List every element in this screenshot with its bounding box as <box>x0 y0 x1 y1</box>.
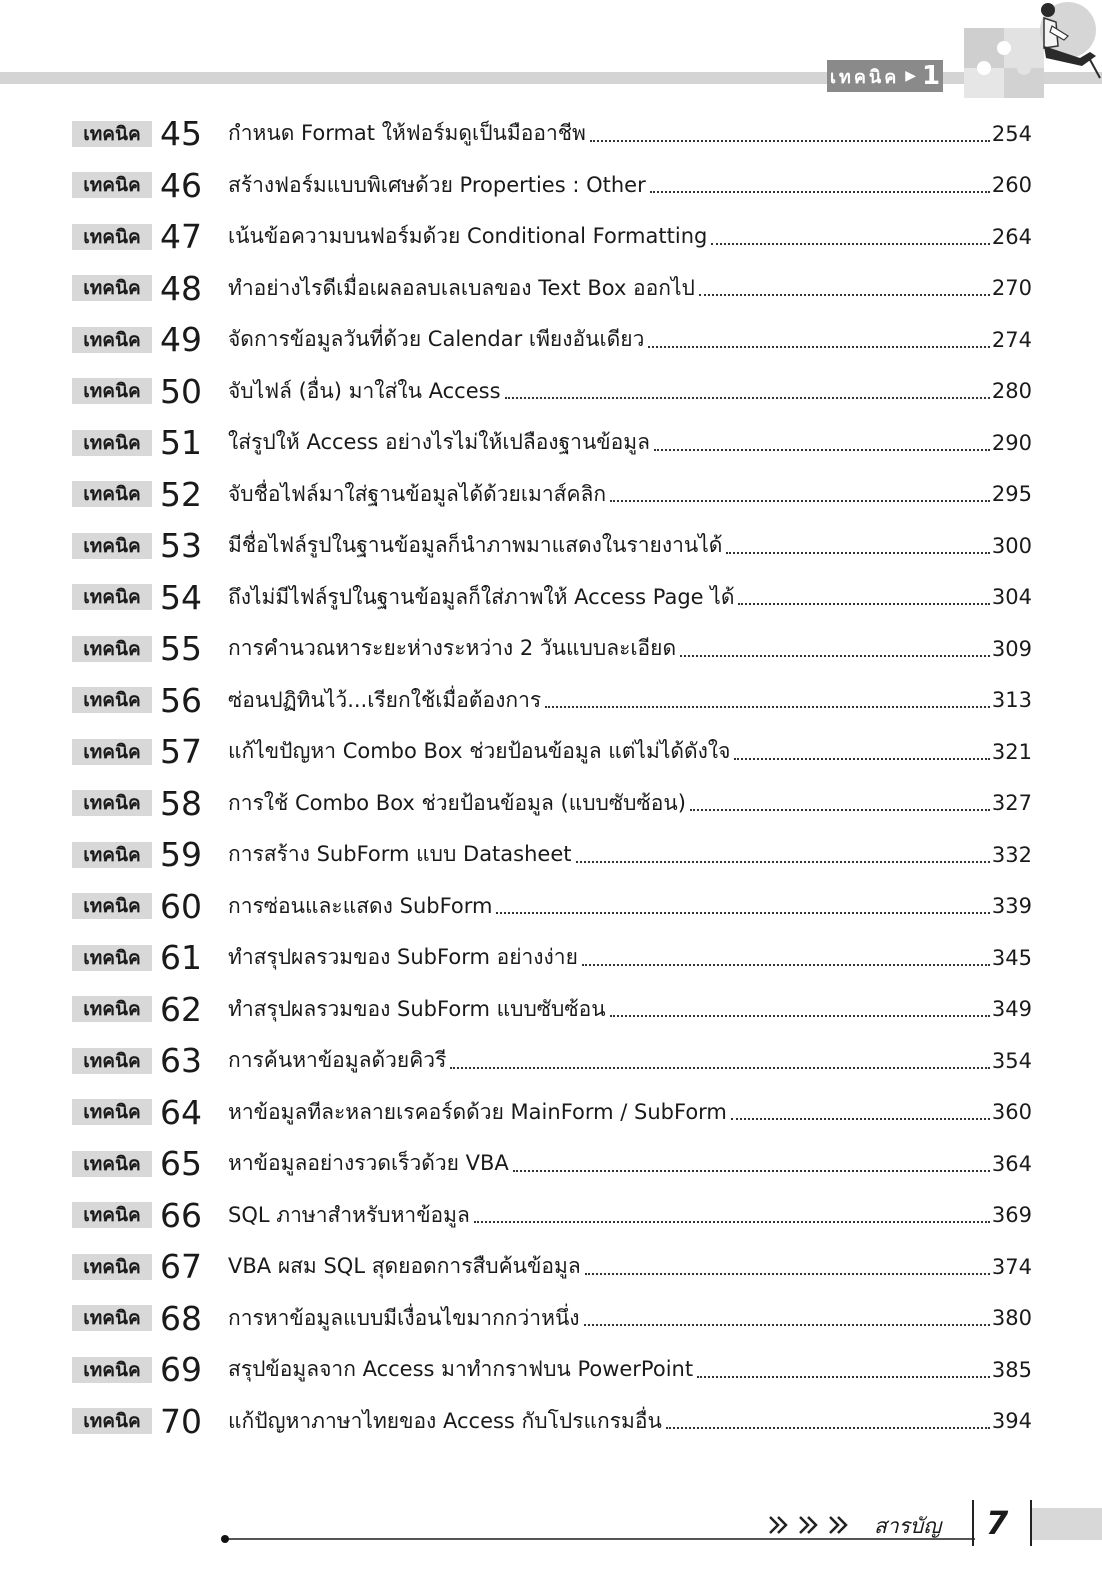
page-reference: 304 <box>991 585 1032 610</box>
technique-badge: เทคนิค <box>72 996 152 1022</box>
page-reference: 360 <box>991 1100 1032 1125</box>
page-reference: 345 <box>991 945 1032 970</box>
dot-leader <box>726 552 989 554</box>
dot-leader <box>513 1170 990 1172</box>
dot-leader <box>585 1273 990 1275</box>
technique-title: การค้นหาข้อมูลด้วยคิวรี <box>228 1048 447 1073</box>
dot-leader <box>584 1324 990 1326</box>
technique-badge: เทคนิค <box>72 636 152 662</box>
technique-number: 56 <box>160 680 202 720</box>
page-reference: 309 <box>991 636 1032 661</box>
dot-leader <box>610 500 990 502</box>
toc-entry <box>72 572 1032 624</box>
technique-badge: เทคนิค <box>72 1254 152 1280</box>
technique-number: 53 <box>160 526 202 566</box>
technique-badge: เทคนิค <box>72 1408 152 1434</box>
technique-number: 66 <box>160 1195 202 1235</box>
technique-title: ใส่รูปให้ Access อย่างไรไม่ให้เปลืองฐานข้อมูล <box>228 430 650 455</box>
technique-title: ซ่อนปฏิทินไว้...เรียกใช้เมื่อต้องการ <box>228 687 542 712</box>
technique-number: 48 <box>160 268 202 308</box>
technique-badge: เทคนิค <box>72 1151 152 1177</box>
toc-entry <box>72 1241 1032 1293</box>
technique-badge: เทคนิค <box>72 275 152 301</box>
footer-rule <box>225 1538 975 1540</box>
technique-badge: เทคนิค <box>72 327 152 353</box>
toc-entry <box>72 1138 1032 1190</box>
technique-number: 65 <box>160 1144 202 1184</box>
toc-entry <box>72 1035 1032 1087</box>
technique-badge: เทคนิค <box>72 1048 152 1074</box>
technique-title: SQL ภาษาสำหรับหาข้อมูล <box>228 1202 470 1227</box>
footer-separator-right <box>1030 1500 1032 1546</box>
technique-title: ถึงไม่มีไฟล์รูปในฐานข้อมูลก็ใส่ภาพให้ Access Page ได้ <box>228 584 735 609</box>
technique-title: มีชื่อไฟล์รูปในฐานข้อมูลก็นำภาพมาแสดงในรายงานได้ <box>228 533 723 558</box>
page-reference: 374 <box>991 1254 1032 1279</box>
technique-title: ทำสรุปผลรวมของ SubForm แบบซับซ้อน <box>228 996 606 1021</box>
dot-leader <box>699 294 990 296</box>
toc-entry <box>72 675 1032 727</box>
page-reference: 327 <box>991 791 1032 816</box>
dot-leader <box>654 449 990 451</box>
technique-title: การใช้ Combo Box ช่วยป้อนข้อมูล (แบบซับซ้อน) <box>228 790 686 815</box>
footer-page-number: 7 <box>986 1504 1009 1542</box>
technique-badge: เทคนิค <box>72 481 152 507</box>
dot-leader <box>496 912 989 914</box>
technique-badge: เทคนิค <box>72 224 152 250</box>
toc-entry <box>72 520 1032 572</box>
toc-entry <box>72 417 1032 469</box>
technique-number: 60 <box>160 886 202 926</box>
dot-leader <box>690 809 990 811</box>
chapter-tab <box>827 60 943 92</box>
technique-number: 49 <box>160 320 202 360</box>
technique-number: 59 <box>160 835 202 875</box>
dot-leader <box>734 758 989 760</box>
technique-title: จับไฟล์ (อื่น) มาใส่ใน Access <box>228 378 501 403</box>
technique-title: VBA ผสม SQL สุดยอดการสืบค้นข้อมูล <box>228 1254 581 1279</box>
dot-leader <box>610 1015 990 1017</box>
toc-entry <box>72 1396 1032 1448</box>
footer-separator <box>972 1500 974 1546</box>
technique-title: แก้ไขปัญหา Combo Box ช่วยป้อนข้อมูล แต่ไม่ได้ดังใจ <box>228 739 731 764</box>
toc-entry <box>72 881 1032 933</box>
toc-entry <box>72 932 1032 984</box>
page-reference: 349 <box>991 997 1032 1022</box>
technique-number: 51 <box>160 423 202 463</box>
technique-number: 68 <box>160 1298 202 1338</box>
technique-badge: เทคนิค <box>72 121 152 147</box>
toc-entry <box>72 623 1032 675</box>
technique-badge: เทคนิค <box>72 687 152 713</box>
technique-title: สร้างฟอร์มแบบพิเศษด้วย Properties : Other <box>228 172 646 197</box>
triple-double-chevron-icon <box>768 1514 860 1536</box>
puzzle-reading-figure-icon <box>940 0 1102 100</box>
page-reference: 364 <box>991 1151 1032 1176</box>
technique-title: กำหนด Format ให้ฟอร์มดูเป็นมืออาชีพ <box>228 121 586 146</box>
toc-entry <box>72 1087 1032 1139</box>
dot-leader <box>697 1376 990 1378</box>
dot-leader <box>576 861 990 863</box>
toc-entry <box>72 469 1032 521</box>
technique-badge: เทคนิค <box>72 430 152 456</box>
page-reference: 321 <box>991 739 1032 764</box>
technique-title: การคำนวณหาระยะห่างระหว่าง 2 วันแบบละเอียด <box>228 636 677 661</box>
play-arrow-icon: ▶ <box>905 68 917 84</box>
page-reference: 260 <box>991 173 1032 198</box>
page-reference: 339 <box>991 894 1032 919</box>
technique-title: แก้ปัญหาภาษาไทยของ Access กับโปรแกรมอื่น <box>228 1408 662 1433</box>
technique-number: 70 <box>160 1401 202 1441</box>
toc-entry <box>72 829 1032 881</box>
technique-title: หาข้อมูลอย่างรวดเร็วด้วย VBA <box>228 1151 509 1176</box>
technique-number: 64 <box>160 1092 202 1132</box>
technique-title: การหาข้อมูลแบบมีเงื่อนไขมากกว่าหนึ่ง <box>228 1305 580 1330</box>
technique-title: ทำสรุปผลรวมของ SubForm อย่างง่าย <box>228 945 578 970</box>
technique-title: การสร้าง SubForm แบบ Datasheet <box>228 842 572 867</box>
page-reference: 264 <box>991 224 1032 249</box>
technique-number: 67 <box>160 1247 202 1287</box>
technique-number: 54 <box>160 577 202 617</box>
dot-leader <box>738 603 989 605</box>
technique-title: ทำอย่างไรดีเมื่อเผลอลบเลเบลของ Text Box ออกไป <box>228 275 695 300</box>
technique-number: 57 <box>160 732 202 772</box>
footer-band <box>0 1546 1102 1574</box>
dot-leader <box>680 655 990 657</box>
page-reference: 385 <box>991 1357 1032 1382</box>
toc-entry <box>72 108 1032 160</box>
technique-title: จัดการข้อมูลวันที่ด้วย Calendar เพียงอันเดียว <box>228 327 645 352</box>
page-reference: 295 <box>991 482 1032 507</box>
page-reference: 270 <box>991 276 1032 301</box>
page-reference: 354 <box>991 1048 1032 1073</box>
page-reference: 369 <box>991 1203 1032 1228</box>
technique-badge: เทคนิค <box>72 1099 152 1125</box>
page-reference: 290 <box>991 430 1032 455</box>
dot-leader <box>505 397 990 399</box>
technique-badge: เทคนิค <box>72 945 152 971</box>
technique-badge: เทคนิค <box>72 378 152 404</box>
technique-badge: เทคนิค <box>72 893 152 919</box>
toc-entry <box>72 778 1032 830</box>
dot-leader <box>666 1427 990 1429</box>
toc-entry <box>72 263 1032 315</box>
technique-badge: เทคนิค <box>72 172 152 198</box>
dot-leader <box>731 1118 990 1120</box>
technique-number: 52 <box>160 474 202 514</box>
toc-entry <box>72 1344 1032 1396</box>
technique-title: หาข้อมูลทีละหลายเรคอร์ดด้วย MainForm / SubForm <box>228 1099 727 1124</box>
dot-leader <box>450 1067 990 1069</box>
technique-number: 50 <box>160 371 202 411</box>
table-of-contents <box>72 108 1032 1447</box>
technique-number: 69 <box>160 1350 202 1390</box>
technique-number: 55 <box>160 629 202 669</box>
technique-badge: เทคนิค <box>72 842 152 868</box>
page-reference: 394 <box>991 1409 1032 1434</box>
dot-leader <box>650 191 990 193</box>
technique-number: 47 <box>160 217 202 257</box>
technique-badge: เทคนิค <box>72 790 152 816</box>
technique-number: 46 <box>160 165 202 205</box>
page-reference: 274 <box>991 327 1032 352</box>
dot-leader <box>474 1221 990 1223</box>
technique-number: 62 <box>160 989 202 1029</box>
technique-badge: เทคนิค <box>72 533 152 559</box>
toc-entry <box>72 211 1032 263</box>
dot-leader <box>545 706 990 708</box>
page-reference: 380 <box>991 1306 1032 1331</box>
technique-badge: เทคนิค <box>72 584 152 610</box>
technique-badge: เทคนิค <box>72 1305 152 1331</box>
footer-bullet-icon <box>221 1535 229 1543</box>
footer-section-title: สารบัญ <box>874 1514 942 1538</box>
page-reference: 254 <box>991 121 1032 146</box>
technique-badge: เทคนิค <box>72 739 152 765</box>
technique-number: 61 <box>160 938 202 978</box>
toc-entry <box>72 984 1032 1036</box>
dot-leader <box>711 243 990 245</box>
technique-title: จับชื่อไฟล์มาใส่ฐานข้อมูลได้ด้วยเมาส์คลิก <box>228 481 607 506</box>
toc-entry <box>72 160 1032 212</box>
dot-leader <box>590 140 990 142</box>
page-reference: 280 <box>991 379 1032 404</box>
page-reference: 300 <box>991 533 1032 558</box>
technique-badge: เทคนิค <box>72 1202 152 1228</box>
dot-leader <box>648 346 990 348</box>
toc-entry <box>72 366 1032 418</box>
technique-title: เน้นข้อความบนฟอร์มด้วย Conditional Formatting <box>228 224 708 249</box>
dot-leader <box>582 964 990 966</box>
technique-number: 58 <box>160 783 202 823</box>
toc-entry <box>72 1190 1032 1242</box>
technique-badge: เทคนิค <box>72 1357 152 1383</box>
footer-gray-block <box>1030 1508 1102 1540</box>
toc-entry <box>72 726 1032 778</box>
technique-number: 63 <box>160 1041 202 1081</box>
chapter-tab-number: 1 <box>922 61 941 91</box>
page-reference: 332 <box>991 842 1032 867</box>
technique-number: 45 <box>160 114 202 154</box>
chapter-tab-label: เทคนิค <box>829 66 900 88</box>
toc-entry <box>72 314 1032 366</box>
technique-title: สรุปข้อมูลจาก Access มาทำกราฟบน PowerPoint <box>228 1357 694 1382</box>
page-reference: 313 <box>991 688 1032 713</box>
toc-entry <box>72 1293 1032 1345</box>
technique-title: การซ่อนและแสดง SubForm <box>228 893 493 918</box>
